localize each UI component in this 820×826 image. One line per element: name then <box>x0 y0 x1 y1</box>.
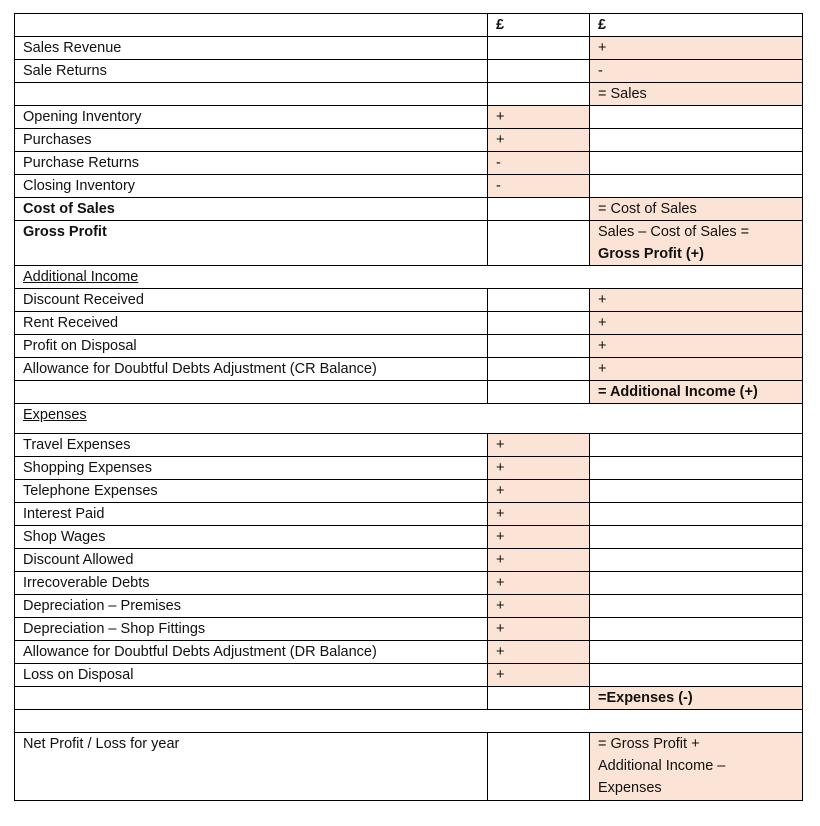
net-profit-formula-line3: Expenses <box>598 780 662 796</box>
row-col3 <box>590 434 803 457</box>
table-row-purchase-returns <box>15 152 803 175</box>
row-col3 <box>590 106 803 129</box>
table-row-purchases <box>15 129 803 152</box>
row-col3 <box>590 503 803 526</box>
row-label: Allowance for Doubtful Debts Adjustment (DR Balance) <box>15 641 488 664</box>
row-col3 <box>590 457 803 480</box>
table-row-allowance-cr <box>15 358 803 381</box>
row-col2 <box>488 221 590 266</box>
section-header-expenses <box>15 404 803 434</box>
row-col2: + <box>488 106 590 129</box>
row-col2: + <box>488 129 590 152</box>
table-row-opening-inventory <box>15 106 803 129</box>
row-col3 <box>590 175 803 198</box>
row-label: Interest Paid <box>15 503 488 526</box>
row-label <box>15 687 488 710</box>
table-row-profit-on-disposal <box>15 335 803 358</box>
row-col3 <box>590 480 803 503</box>
table-row-sales-total <box>15 83 803 106</box>
row-col2: + <box>488 526 590 549</box>
row-col2: + <box>488 549 590 572</box>
section-title: Additional Income <box>23 269 139 285</box>
row-col3 <box>590 664 803 687</box>
table-row-closing-inventory <box>15 175 803 198</box>
table-row-shopping-expenses <box>15 457 803 480</box>
row-col2: + <box>488 503 590 526</box>
row-label: Irrecoverable Debts <box>15 572 488 595</box>
section-title: Expenses <box>23 407 87 423</box>
row-col3: - <box>590 60 803 83</box>
table-row-depreciation-shop-fittings <box>15 618 803 641</box>
row-col3 <box>590 129 803 152</box>
net-profit-formula-line2: Additional Income – <box>598 758 726 774</box>
net-profit-formula <box>590 733 803 801</box>
row-col2 <box>488 687 590 710</box>
row-col2: + <box>488 664 590 687</box>
row-col2: + <box>488 480 590 503</box>
row-col2: + <box>488 457 590 480</box>
spacer-cell <box>15 710 803 733</box>
row-label: Discount Allowed <box>15 549 488 572</box>
table-row-travel-expenses <box>15 434 803 457</box>
row-col3 <box>590 572 803 595</box>
gross-profit-formula-line2: Gross Profit (+) <box>598 246 704 262</box>
table-row-rent-received <box>15 312 803 335</box>
row-label: Depreciation – Premises <box>15 595 488 618</box>
table-row-telephone-expenses <box>15 480 803 503</box>
row-col3 <box>590 595 803 618</box>
row-label: Rent Received <box>15 312 488 335</box>
section-title-cell <box>15 404 803 434</box>
row-col3 <box>590 152 803 175</box>
row-col3: + <box>590 289 803 312</box>
row-label: Shop Wages <box>15 526 488 549</box>
income-statement-table <box>14 13 803 801</box>
row-col2: + <box>488 572 590 595</box>
table-row-shop-wages <box>15 526 803 549</box>
section-title-cell <box>15 266 803 289</box>
row-label: Gross Profit <box>15 221 488 266</box>
row-col3 <box>590 618 803 641</box>
row-col2 <box>488 312 590 335</box>
header-row <box>15 14 803 37</box>
row-label: Purchase Returns <box>15 152 488 175</box>
row-label: Cost of Sales <box>15 198 488 221</box>
row-label: Depreciation – Shop Fittings <box>15 618 488 641</box>
table-row-expenses-total <box>15 687 803 710</box>
row-col3: + <box>590 312 803 335</box>
row-label <box>15 381 488 404</box>
row-label: Purchases <box>15 129 488 152</box>
table-row-interest-paid <box>15 503 803 526</box>
row-label: Closing Inventory <box>15 175 488 198</box>
header-currency-col3: £ <box>590 14 803 37</box>
row-col3-formula <box>590 221 803 266</box>
row-col3: = Cost of Sales <box>590 198 803 221</box>
table-row-discount-allowed <box>15 549 803 572</box>
row-col2 <box>488 60 590 83</box>
row-col2: + <box>488 618 590 641</box>
table-row-net-profit <box>15 733 803 801</box>
row-col2: - <box>488 175 590 198</box>
header-currency-col2: £ <box>488 14 590 37</box>
row-label: Opening Inventory <box>15 106 488 129</box>
header-label-cell <box>15 14 488 37</box>
row-col2 <box>488 358 590 381</box>
row-label: Shopping Expenses <box>15 457 488 480</box>
row-col2 <box>488 37 590 60</box>
spacer-row <box>15 710 803 733</box>
row-label: Discount Received <box>15 289 488 312</box>
table-row-allowance-dr <box>15 641 803 664</box>
row-label <box>15 83 488 106</box>
expenses-total: =Expenses (-) <box>590 687 803 710</box>
row-label: Telephone Expenses <box>15 480 488 503</box>
row-col3: + <box>590 358 803 381</box>
table-row-irrecoverable-debts <box>15 572 803 595</box>
row-label: Travel Expenses <box>15 434 488 457</box>
table-row-depreciation-premises <box>15 595 803 618</box>
table-row-gross-profit <box>15 221 803 266</box>
row-col2 <box>488 381 590 404</box>
additional-income-total: = Additional Income (+) <box>590 381 803 404</box>
table-row-cost-of-sales <box>15 198 803 221</box>
row-col2: + <box>488 434 590 457</box>
row-col3: + <box>590 335 803 358</box>
row-label: Sale Returns <box>15 60 488 83</box>
table-row-additional-income-total <box>15 381 803 404</box>
row-col2: + <box>488 641 590 664</box>
row-col3 <box>590 641 803 664</box>
table-row-loss-on-disposal <box>15 664 803 687</box>
row-label: Sales Revenue <box>15 37 488 60</box>
row-col3 <box>590 549 803 572</box>
table-row-discount-received <box>15 289 803 312</box>
row-col3: = Sales <box>590 83 803 106</box>
row-col2 <box>488 83 590 106</box>
net-profit-formula-line1: = Gross Profit + <box>598 736 700 752</box>
row-col2 <box>488 198 590 221</box>
section-header-additional-income <box>15 266 803 289</box>
table-row-sales-revenue <box>15 37 803 60</box>
row-label: Profit on Disposal <box>15 335 488 358</box>
row-col2: - <box>488 152 590 175</box>
row-col2 <box>488 289 590 312</box>
row-col2: + <box>488 595 590 618</box>
net-profit-label: Net Profit / Loss for year <box>15 733 488 801</box>
row-col3: + <box>590 37 803 60</box>
gross-profit-formula-line1: Sales – Cost of Sales = <box>598 224 750 240</box>
row-col2 <box>488 335 590 358</box>
row-label: Loss on Disposal <box>15 664 488 687</box>
row-label: Allowance for Doubtful Debts Adjustment (CR Balance) <box>15 358 488 381</box>
table-row-sale-returns <box>15 60 803 83</box>
row-col2 <box>488 733 590 801</box>
row-col3 <box>590 526 803 549</box>
